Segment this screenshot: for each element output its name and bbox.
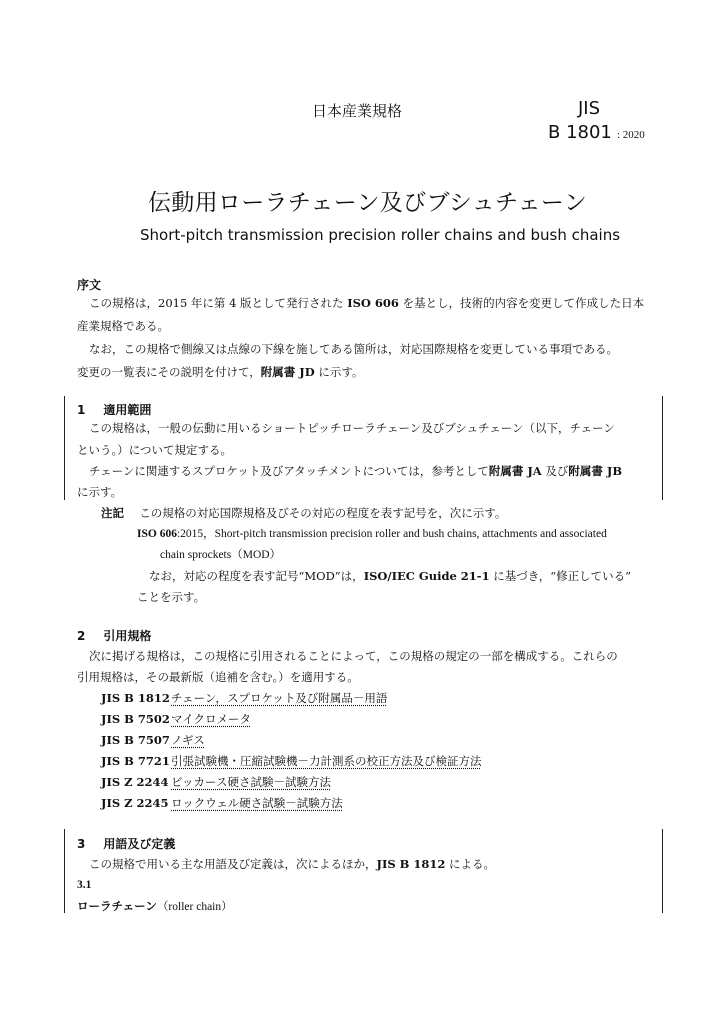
section-1-paragraph-2-cont: に示す。 xyxy=(77,485,123,499)
term-roller-chain: ローラチェーン（roller chain） xyxy=(77,899,233,913)
standard-number-block xyxy=(548,122,645,143)
change-bar-left-sec1 xyxy=(64,396,65,500)
section-3-paragraph: この規格で用いる主な用語及び定義は，次によるほか，JIS B 1812 による。 xyxy=(89,857,496,871)
change-bar-left-sec3 xyxy=(64,829,65,913)
note-label: 注記 xyxy=(101,506,124,520)
title-english: Short-pitch transmission precision roller chains and bush chains xyxy=(140,226,621,244)
section-1-paragraph-1: この規格は，一般の伝動に用いるショートピッチローラチェーン及びブシュチェーン（以下，チェーン xyxy=(89,421,615,435)
change-bar-right-sec3 xyxy=(662,829,663,913)
reference-jis-z-2245: JIS Z 2245 ロックウェル硬さ試験－試験方法 xyxy=(101,796,343,810)
reference-jis-b-7721: JIS B 7721引張試験機・圧縮試験機－力計測系の校正方法及び検証方法 xyxy=(101,754,482,768)
reference-jis-z-2244: JIS Z 2244 ビッカース硬さ試験－試験方法 xyxy=(101,775,331,789)
intro-heading: 序文 xyxy=(77,278,102,292)
mod-explanation-cont: ことを示す。 xyxy=(137,590,206,604)
mod-explanation: なお，対応の程度を表す記号“MOD”は，ISO/IEC Guide 21-1 に基づき，“修正している” xyxy=(149,569,632,583)
reference-jis-b-7507: JIS B 7507ノギス xyxy=(101,733,205,747)
section-2-paragraph: 次に掲げる規格は，この規格に引用されることによって，この規格の規定の一部を構成する。これらの xyxy=(89,649,618,663)
standard-name: 日本産業規格 xyxy=(312,102,403,120)
jis-label: JIS xyxy=(578,98,601,119)
intro-paragraph-2-cont: 変更の一覧表にその説明を付けて，附属書 JD に示す。 xyxy=(77,365,364,379)
section-1-paragraph-1-cont: という。）について規定する。 xyxy=(77,443,233,457)
standard-number: B 1801 xyxy=(548,122,612,143)
iso-reference: ISO 606:2015，Short-pitch transmission precision roller and bush chains, attachments and associated xyxy=(137,528,607,540)
subsection-3-1-number: 3.1 xyxy=(77,879,92,891)
standard-year: : 2020 xyxy=(616,129,645,141)
section-1-heading: 1 適用範囲 xyxy=(77,403,152,417)
intro-paragraph-2: なお，この規格で側線又は点線の下線を施してある箇所は，対応国際規格を変更している事項である。 xyxy=(89,342,618,356)
change-bar-right-sec1 xyxy=(662,396,663,500)
section-1-note: 注記 この規格の対応国際規格及びその対応の程度を表す記号を，次に示す。 xyxy=(101,506,507,520)
section-3-heading: 3 用語及び定義 xyxy=(77,837,176,851)
intro-paragraph-1-cont: 産業規格である。 xyxy=(77,319,169,333)
section-2-heading: 2 引用規格 xyxy=(77,629,152,643)
section-2-paragraph-cont: 引用規格は，その最新版（追補を含む。）を適用する。 xyxy=(77,670,359,684)
section-1-paragraph-2: チェーンに関連するスプロケット及びアタッチメントについては，参考として附属書 JA 及び附属書 JB xyxy=(89,464,623,478)
title-japanese: 伝動用ローラチェーン及びブシュチェーン xyxy=(148,190,588,216)
reference-jis-b-7502: JIS B 7502マイクロメータ xyxy=(101,712,252,726)
intro-paragraph-1: この規格は，2015 年に第 4 版として発行された ISO 606 を基とし，技術的内容を変更して作成した日本 xyxy=(89,296,645,310)
reference-jis-b-1812: JIS B 1812チェーン，スプロケット及び附属品－用語 xyxy=(101,691,388,705)
iso-reference-cont: chain sprockets（MOD） xyxy=(160,549,282,561)
